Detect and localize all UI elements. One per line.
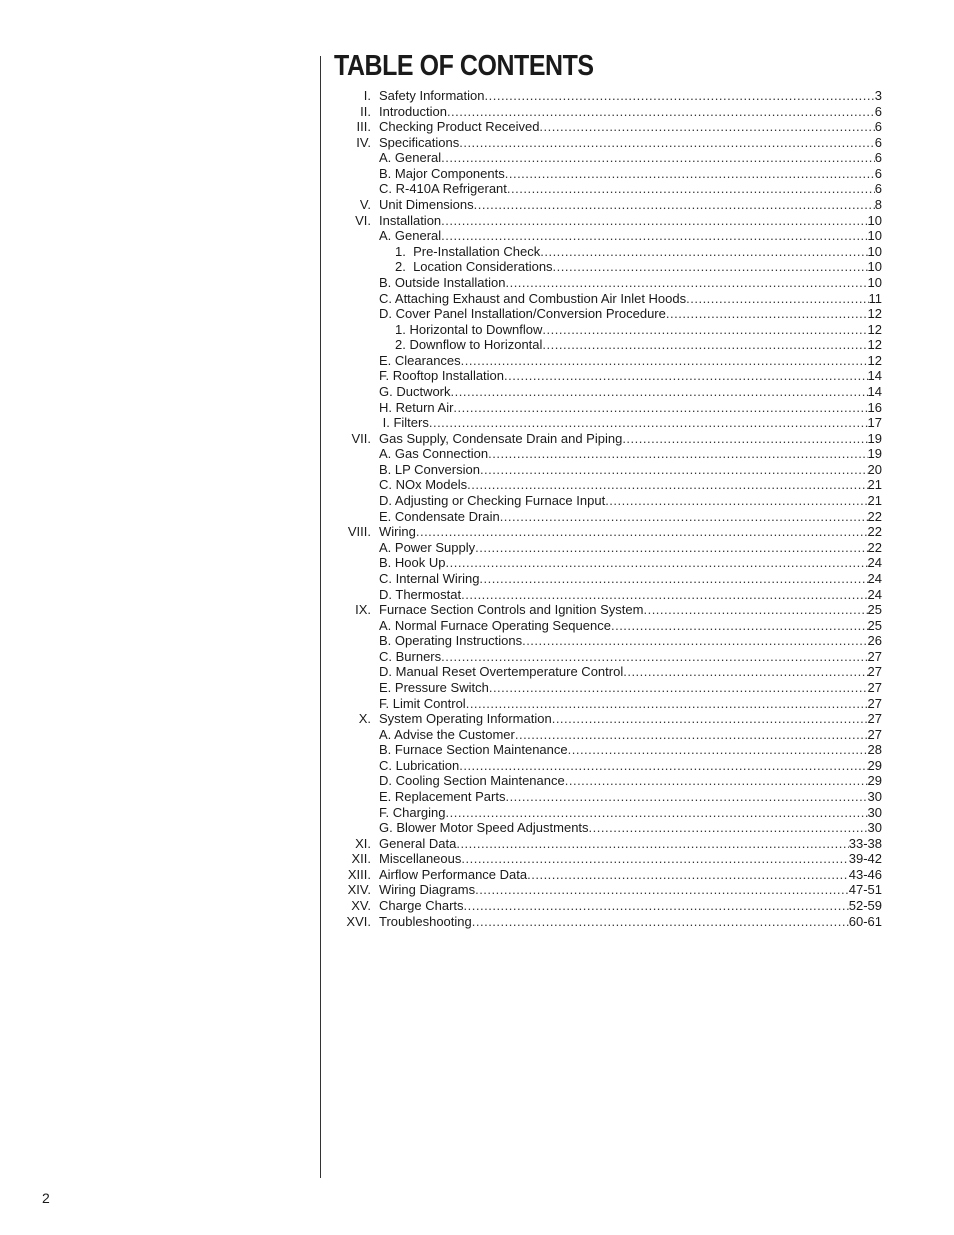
toc-dot-leader (485, 88, 875, 104)
toc-dot-leader (480, 462, 868, 478)
toc-entry-label: Unit Dimensions (379, 197, 474, 213)
toc-dot-leader (445, 805, 867, 821)
toc-entry-label: C. Lubrication (379, 757, 460, 773)
toc-entry-line (379, 477, 882, 493)
page-number: 2 (42, 1190, 50, 1206)
toc-entry[interactable] (330, 368, 882, 384)
toc-dot-leader (441, 150, 875, 166)
toc-entry[interactable] (330, 633, 882, 649)
toc-entry-label: A. General (379, 228, 442, 244)
toc-entry-line (379, 400, 882, 416)
toc-dot-leader (542, 337, 867, 353)
toc-entry-page: 25 (867, 617, 882, 633)
toc-entry-line (379, 805, 882, 821)
toc-entry-line (379, 493, 882, 509)
toc-entry[interactable] (330, 789, 882, 805)
toc-dot-leader (461, 353, 868, 369)
toc-entry[interactable] (330, 228, 882, 244)
toc-entry-line (379, 664, 882, 680)
toc-entry-label: Troubleshooting (379, 913, 472, 929)
toc-entry[interactable] (330, 602, 882, 618)
toc-entry-label: F. Rooftop Installation (379, 368, 505, 384)
toc-entry-number: XV. (351, 898, 371, 914)
toc-dot-leader (539, 119, 874, 135)
toc-entry-line (379, 789, 882, 805)
toc-entry-page: 3 (874, 88, 882, 103)
toc-entry-page: 24 (867, 570, 882, 586)
toc-entry-page: 10 (867, 274, 882, 290)
toc-dot-leader (475, 540, 867, 556)
toc-entry-number: IV. (356, 134, 371, 150)
toc-dot-leader (451, 384, 868, 400)
toc-dot-leader (467, 477, 867, 493)
toc-entry-line (379, 914, 882, 930)
toc-dot-leader (488, 446, 867, 462)
toc-entry-line (379, 587, 882, 603)
toc-dot-leader (666, 306, 868, 322)
toc-entry[interactable] (330, 431, 882, 447)
toc-entry-page: 26 (867, 633, 882, 649)
toc-entry-page: 11 (868, 290, 882, 306)
toc-entry-line (395, 322, 882, 338)
toc-dot-leader (522, 633, 867, 649)
toc-entry[interactable] (330, 773, 882, 789)
toc-entry-number: I. (363, 88, 371, 103)
toc-entry-page: 19 (867, 446, 882, 462)
toc-entry[interactable] (330, 306, 882, 322)
toc-entry[interactable] (330, 914, 882, 930)
toc-entry-label: C. R-410A Refrigerant (379, 181, 507, 197)
toc-entry-label: 2. Location Considerations (395, 259, 553, 275)
toc-entry[interactable] (330, 197, 882, 213)
toc-entry-line (379, 711, 882, 727)
toc-dot-leader (453, 400, 867, 416)
toc-entry-page: 30 (867, 789, 882, 805)
toc-dot-leader (552, 711, 868, 727)
toc-entry-label: Miscellaneous (379, 851, 462, 867)
toc-entry-line (379, 758, 882, 774)
toc-entry-page: 21 (867, 493, 882, 509)
toc-entry-page: 12 (867, 352, 882, 368)
toc-entry-label: A. Advise the Customer (379, 726, 515, 742)
toc-entry-page: 30 (867, 820, 882, 836)
toc-dot-leader (515, 727, 868, 743)
toc-entry[interactable] (330, 135, 882, 151)
toc-entry-line (379, 649, 882, 665)
toc-entry-page: 25 (867, 602, 882, 618)
toc-entry[interactable] (330, 509, 882, 525)
toc-entry-label: D. Cooling Section Maintenance (379, 773, 565, 789)
toc-entry-label: Checking Product Received (379, 119, 540, 135)
toc-entry-label: A. General (379, 150, 442, 166)
toc-entry-line (379, 773, 882, 789)
toc-entry-page: 6 (874, 181, 882, 197)
toc-entry-page: 28 (867, 742, 882, 758)
toc-entry-line (379, 88, 882, 104)
toc-entry[interactable] (330, 462, 882, 478)
toc-entry-line (379, 150, 882, 166)
toc-entry[interactable] (330, 400, 882, 416)
toc-entry-page: 10 (867, 259, 882, 275)
toc-entry-label: C. NOx Models (379, 477, 468, 493)
toc-entry-line (379, 618, 882, 634)
toc-entry[interactable] (330, 244, 882, 260)
toc-entry-number: IX. (355, 602, 371, 618)
toc-entry-label: Gas Supply, Condensate Drain and Piping (379, 430, 623, 446)
toc-dot-leader (456, 836, 848, 852)
toc-entry-page: 29 (867, 773, 882, 789)
toc-entry[interactable] (330, 867, 882, 883)
toc-entry-line (379, 135, 882, 151)
toc-dot-leader (441, 228, 867, 244)
toc-entry[interactable] (330, 119, 882, 135)
toc-entry-line (379, 727, 882, 743)
toc-entry-number: X. (358, 711, 371, 727)
toc-entry-page: 22 (867, 539, 882, 555)
toc-entry-page: 27 (867, 711, 882, 727)
toc-entry-page: 6 (874, 119, 882, 135)
toc-entry-label: E. Pressure Switch (379, 679, 489, 695)
toc-dot-leader (540, 244, 867, 260)
toc-entry[interactable] (330, 618, 882, 634)
toc-entry-page: 33-38 (848, 835, 882, 851)
page-title: TABLE OF CONTENTS (334, 50, 594, 82)
toc-entry-line (379, 571, 882, 587)
toc-entry-page: 6 (874, 103, 882, 119)
toc-dot-leader (505, 166, 875, 182)
toc-entry-page: 22 (867, 508, 882, 524)
toc-dot-leader (686, 291, 868, 307)
toc-entry-line (379, 119, 882, 135)
toc-entry-page: 8 (874, 197, 882, 213)
toc-entry-label: Furnace Section Controls and Ignition System (379, 602, 644, 618)
toc-entry-number: VII. (351, 430, 371, 446)
toc-entry[interactable] (330, 259, 882, 275)
toc-entry-label: B. Major Components (379, 165, 505, 181)
toc-entry-page: 27 (867, 695, 882, 711)
toc-entry[interactable] (330, 758, 882, 774)
toc-dot-leader (553, 259, 868, 275)
toc-dot-leader (461, 587, 867, 603)
toc-entry-page: 20 (867, 461, 882, 477)
toc-entry-line (379, 446, 882, 462)
toc-entry-label: B. Furnace Section Maintenance (379, 742, 568, 758)
toc-entry-label: F. Limit Control (379, 695, 466, 711)
toc-entry[interactable] (330, 649, 882, 665)
toc-entry[interactable] (330, 477, 882, 493)
toc-entry-line (379, 104, 882, 120)
toc-entry-page: 22 (867, 524, 882, 540)
toc-entry-page: 19 (867, 430, 882, 446)
toc-entry-line (379, 368, 882, 384)
toc-entry[interactable] (330, 555, 882, 571)
toc-entry-label: F. Charging (379, 804, 446, 820)
toc-dot-leader (429, 415, 868, 431)
toc-entry[interactable] (330, 696, 882, 712)
toc-entry-line (379, 882, 882, 898)
toc-dot-leader (475, 882, 849, 898)
toc-entry[interactable] (330, 851, 882, 867)
toc-entry-page: 10 (867, 243, 882, 259)
toc-entry-page: 10 (867, 212, 882, 228)
toc-dot-leader (464, 898, 849, 914)
toc-entry[interactable] (330, 150, 882, 166)
toc-dot-leader (504, 368, 868, 384)
toc-entry-label: B. Hook Up (379, 555, 446, 571)
toc-dot-leader (474, 197, 875, 213)
toc-entry-line (379, 851, 882, 867)
toc-dot-leader (542, 322, 867, 338)
toc-entry-label: B. Outside Installation (379, 274, 506, 290)
toc-dot-leader (489, 680, 868, 696)
toc-dot-leader (568, 742, 868, 758)
toc-dot-leader (622, 431, 867, 447)
toc-entry-label: D. Cover Panel Installation/Conversion Procedure (379, 306, 666, 322)
toc-entry[interactable] (330, 384, 882, 400)
toc-entry-line (379, 291, 882, 307)
toc-dot-leader (565, 773, 868, 789)
toc-entry-label: D. Thermostat (379, 586, 462, 602)
toc-entry-line (395, 244, 882, 260)
toc-entry-line (379, 680, 882, 696)
toc-entry-label: A. Gas Connection (379, 446, 489, 462)
toc-entry-page: 10 (867, 228, 882, 244)
toc-entry-label: C. Attaching Exhaust and Combustion Air Inlet Hoods (379, 290, 687, 306)
table-of-contents (330, 88, 882, 929)
toc-entry-page: 12 (867, 321, 882, 337)
toc-dot-leader (500, 509, 868, 525)
toc-entry-number: XIII. (347, 866, 371, 882)
toc-entry-label: Installation (379, 212, 442, 228)
toc-entry[interactable] (330, 898, 882, 914)
toc-entry-page: 6 (874, 134, 882, 150)
toc-entry-label: Safety Information (379, 88, 485, 103)
toc-entry-line (379, 384, 882, 400)
toc-dot-leader (589, 820, 868, 836)
toc-entry-label: Introduction (379, 103, 447, 119)
toc-entry-page: 30 (867, 804, 882, 820)
toc-dot-leader (479, 571, 867, 587)
toc-entry-label: General Data (379, 835, 457, 851)
toc-entry[interactable] (330, 742, 882, 758)
toc-entry-number: XII. (351, 851, 371, 867)
toc-entry-page: 60-61 (848, 913, 882, 929)
toc-entry-line (379, 213, 882, 229)
toc-entry-line (379, 306, 882, 322)
toc-entry[interactable] (330, 836, 882, 852)
toc-dot-leader (441, 649, 867, 665)
toc-entry-label: System Operating Information (379, 711, 552, 727)
toc-entry-number: XVI. (346, 913, 371, 929)
toc-entry-line (379, 228, 882, 244)
toc-entry[interactable] (330, 805, 882, 821)
toc-dot-leader (643, 602, 867, 618)
toc-entry[interactable] (330, 181, 882, 197)
toc-entry[interactable] (330, 664, 882, 680)
toc-entry[interactable] (330, 353, 882, 369)
toc-entry-line (379, 353, 882, 369)
toc-entry[interactable] (330, 711, 882, 727)
toc-entry[interactable] (330, 275, 882, 291)
toc-entry-label: E. Replacement Parts (379, 789, 506, 805)
toc-entry[interactable] (330, 446, 882, 462)
toc-entry-line (379, 415, 882, 431)
toc-entry-page: 16 (867, 399, 882, 415)
toc-entry-number: II. (360, 103, 371, 119)
toc-entry-page: 12 (867, 337, 882, 353)
toc-entry[interactable] (330, 571, 882, 587)
toc-entry[interactable] (330, 104, 882, 120)
toc-entry-label: Charge Charts (379, 898, 464, 914)
toc-entry-line (379, 197, 882, 213)
toc-dot-leader (445, 555, 867, 571)
toc-entry-label: D. Adjusting or Checking Furnace Input (379, 493, 606, 509)
toc-entry-label: H. Return Air (379, 399, 454, 415)
toc-entry-line (395, 337, 882, 353)
toc-entry-label: Wiring Diagrams (379, 882, 476, 898)
toc-entry[interactable] (330, 493, 882, 509)
toc-entry[interactable] (330, 166, 882, 182)
toc-dot-leader (527, 867, 849, 883)
toc-entry-label: 1. Pre-Installation Check (395, 243, 541, 259)
toc-dot-leader (507, 181, 875, 197)
toc-entry-line (379, 540, 882, 556)
toc-entry-line (379, 524, 882, 540)
toc-entry-label: C. Burners (379, 648, 442, 664)
toc-entry-label: Airflow Performance Data (379, 866, 528, 882)
toc-entry-label: 2. Downflow to Horizontal (395, 337, 543, 353)
toc-entry-page: 14 (867, 383, 882, 399)
toc-entry[interactable] (330, 213, 882, 229)
toc-entry-label: I. Filters (379, 415, 429, 431)
toc-entry-line (379, 696, 882, 712)
toc-dot-leader (459, 758, 867, 774)
toc-entry-line (379, 820, 882, 836)
toc-entry-number: XI. (355, 835, 371, 851)
toc-dot-leader (461, 851, 848, 867)
toc-entry[interactable] (330, 540, 882, 556)
toc-dot-leader (459, 135, 875, 151)
toc-entry-page: 21 (867, 477, 882, 493)
toc-dot-leader (623, 664, 867, 680)
toc-entry[interactable] (330, 88, 882, 104)
toc-entry-page: 24 (867, 586, 882, 602)
toc-entry-line (379, 898, 882, 914)
toc-entry[interactable] (330, 727, 882, 743)
toc-entry-line (379, 509, 882, 525)
toc-entry[interactable] (330, 820, 882, 836)
toc-entry-label: D. Manual Reset Overtemperature Control (379, 664, 624, 680)
toc-entry-line (379, 602, 882, 618)
toc-entry-label: Wiring (379, 524, 416, 540)
toc-entry-page: 27 (867, 648, 882, 664)
toc-entry[interactable] (330, 415, 882, 431)
toc-entry-line (379, 555, 882, 571)
toc-entry-number: VIII. (347, 524, 371, 540)
toc-entry[interactable] (330, 337, 882, 353)
toc-dot-leader (472, 914, 849, 930)
toc-entry-line (395, 259, 882, 275)
toc-entry-page: 6 (874, 165, 882, 181)
toc-entry-page: 14 (867, 368, 882, 384)
toc-entry-label: G. Ductwork (379, 383, 451, 399)
toc-entry[interactable] (330, 680, 882, 696)
toc-entry-page: 6 (874, 150, 882, 166)
toc-entry[interactable] (330, 882, 882, 898)
toc-dot-leader (466, 696, 868, 712)
toc-dot-leader (611, 618, 868, 634)
toc-entry-page: 12 (867, 306, 882, 322)
toc-dot-leader (605, 493, 867, 509)
toc-entry-page: 17 (867, 415, 882, 431)
toc-entry-line (379, 462, 882, 478)
toc-entry-line (379, 431, 882, 447)
toc-dot-leader (416, 524, 868, 540)
toc-entry-page: 29 (867, 757, 882, 773)
toc-entry-line (379, 742, 882, 758)
toc-entry-line (379, 836, 882, 852)
toc-entry[interactable] (330, 524, 882, 540)
toc-entry-label: B. LP Conversion (379, 461, 480, 477)
toc-entry-label: G. Blower Motor Speed Adjustments (379, 820, 589, 836)
toc-entry-page: 27 (867, 664, 882, 680)
toc-entry-page: 43-46 (848, 866, 882, 882)
toc-dot-leader (441, 213, 867, 229)
toc-entry-line (379, 275, 882, 291)
toc-entry-label: 1. Horizontal to Downflow (395, 321, 543, 337)
toc-entry[interactable] (330, 587, 882, 603)
toc-dot-leader (505, 275, 867, 291)
toc-entry-page: 52-59 (848, 898, 882, 914)
toc-entry-line (379, 166, 882, 182)
toc-entry-page: 24 (867, 555, 882, 571)
toc-entry-number: III. (356, 119, 371, 135)
toc-dot-leader (447, 104, 875, 120)
toc-entry-number: V. (359, 197, 371, 213)
toc-entry-label: C. Internal Wiring (379, 570, 480, 586)
toc-entry-page: 39-42 (848, 851, 882, 867)
toc-entry-label: E. Condensate Drain (379, 508, 500, 524)
toc-entry-label: B. Operating Instructions (379, 633, 523, 649)
toc-entry-line (379, 633, 882, 649)
toc-entry-page: 27 (867, 679, 882, 695)
toc-entry-page: 27 (867, 726, 882, 742)
column-divider (320, 56, 321, 1178)
toc-entry-line (379, 181, 882, 197)
toc-entry-label: A. Power Supply (379, 539, 476, 555)
toc-entry-label: Specifications (379, 134, 460, 150)
toc-dot-leader (505, 789, 867, 805)
toc-entry-page: 47-51 (848, 882, 882, 898)
toc-entry-number: VI. (355, 212, 371, 228)
toc-entry-number: XIV. (347, 882, 371, 898)
toc-entry-label: E. Clearances (379, 352, 461, 368)
toc-entry[interactable] (330, 291, 882, 307)
toc-entry-label: A. Normal Furnace Operating Sequence (379, 617, 611, 633)
toc-entry-line (379, 867, 882, 883)
toc-entry[interactable] (330, 322, 882, 338)
